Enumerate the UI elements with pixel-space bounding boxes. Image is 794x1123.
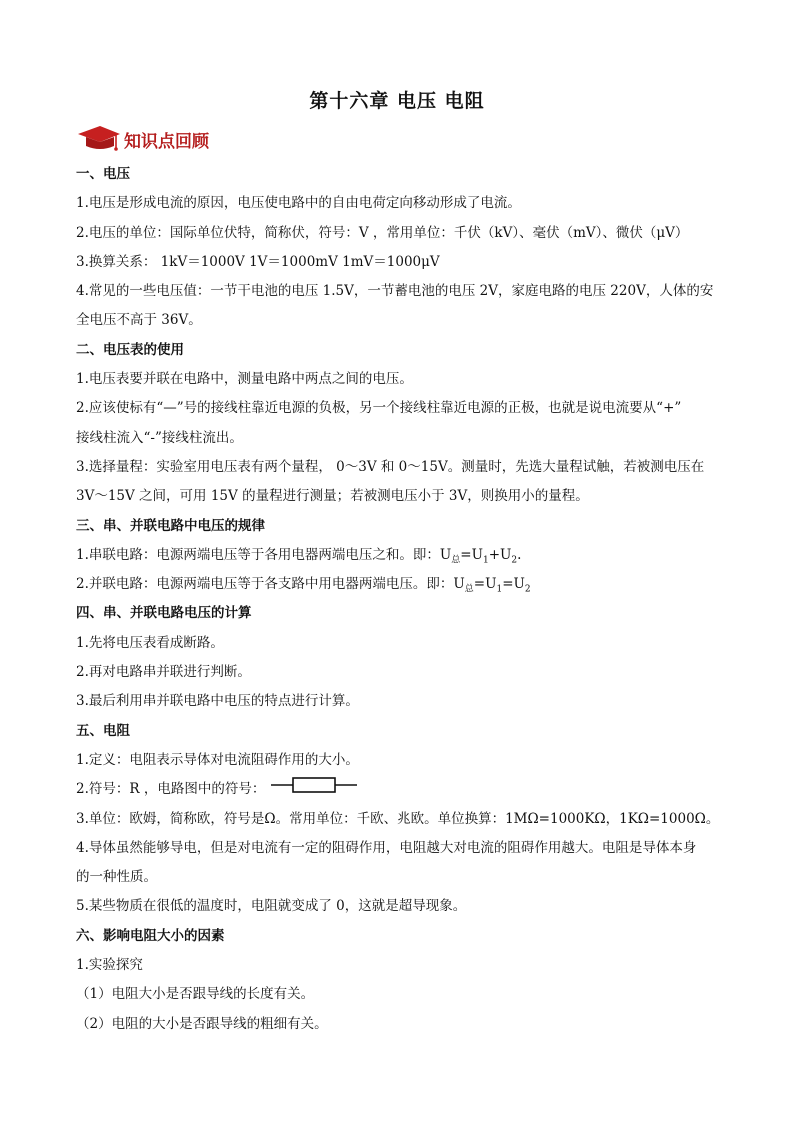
graduation-cap-icon bbox=[76, 124, 122, 154]
paragraph: 接线柱流入“-”接线柱流出。 bbox=[76, 429, 243, 446]
paragraph: 2.应该使标有“—”号的接线柱靠近电源的负极，另一个接线柱靠近电源的正极，也就是说电流要从“+” bbox=[76, 400, 682, 417]
paragraph: 4.常见的一些电压值：一节干电池的电压 1.5V，一节蓄电池的电压 2V，家庭电路的电压 220V，人体的安 bbox=[76, 283, 714, 300]
paragraph: 1.定义：电阻表示导体对电流阻碍作用的大小。 bbox=[76, 751, 359, 768]
paragraph: 1.电压是形成电流的原因，电压使电路中的自由电荷定向移动形成了电流。 bbox=[76, 195, 521, 212]
paragraph: 2.电压的单位：国际单位伏特，简称伏，符号：V ，常用单位：千伏（kV）、毫伏（mV）、微伏（μV） bbox=[76, 224, 689, 241]
section-heading-voltage: 一、电压 bbox=[76, 166, 130, 182]
resistor-symbol-line: 2.符号：R ，电路图中的符号： bbox=[76, 775, 726, 804]
section-heading-voltmeter: 二、电压表的使用 bbox=[76, 341, 184, 358]
parallel-formula-line: 2.并联电路：电源两端电压等于各支路中用电器两端电压。即：$U_总=U_1=U_2$ bbox=[76, 576, 531, 595]
paragraph: 3.最后利用串并联电路中电压的特点进行计算。 bbox=[76, 693, 359, 710]
paragraph: 1.先将电压表看成断路。 bbox=[76, 634, 224, 651]
paragraph: （2）电阻的大小是否跟导线的粗细有关。 bbox=[76, 1015, 328, 1032]
series-formula-line: 1.串联电路：电源两端电压等于各用电器两端电压之和。即：$U_总=U_1+U_2$. bbox=[76, 546, 522, 566]
paragraph: 全电压不高于 36V。 bbox=[76, 312, 202, 329]
paragraph: （1）电阻大小是否跟导线的长度有关。 bbox=[76, 986, 315, 1003]
paragraph: 3.换算关系： 1kV＝1000V 1V＝1000mV 1mV＝1000μV bbox=[76, 253, 440, 270]
resistor-symbol-icon bbox=[271, 775, 357, 795]
paragraph: 2.再对电路串并联进行判断。 bbox=[76, 664, 251, 681]
content-body bbox=[76, 160, 726, 1039]
paragraph: 5.某些物质在很低的温度时，电阻就变成了 0，这就是超导现象。 bbox=[76, 898, 467, 915]
page-title: 第十六章 电压 电阻 bbox=[309, 90, 485, 112]
paragraph: 3.单位：欧姆，简称欧，符号是Ω。常用单位：千欧、兆欧。单位换算：1MΩ=1000KΩ，1KΩ=1000Ω。 bbox=[76, 810, 720, 827]
section-heading-calculation: 四、串、并联电路电压的计算 bbox=[76, 605, 252, 622]
section-banner bbox=[76, 124, 209, 154]
section-heading-voltage-rules: 三、串、并联电路中电压的规律 bbox=[76, 517, 265, 534]
section-heading-resistance-factors: 六、影响电阻大小的因素 bbox=[76, 927, 225, 944]
paragraph: 4.导体虽然能够导电，但是对电流有一定的阻碍作用，电阻越大对电流的阻碍作用越大。电阻是导体本身 bbox=[76, 839, 697, 856]
paragraph: 3V～15V 之间，可用 15V 的量程进行测量；若被测电压小于 3V，则换用小的量程。 bbox=[76, 488, 589, 505]
paragraph: 1.电压表要并联在电路中，测量电路中两点之间的电压。 bbox=[76, 371, 413, 388]
paragraph: 3.选择量程：实验室用电压表有两个量程， 0～3V 和 0～15V。测量时，先选大量程试触，若被测电压在 bbox=[76, 458, 705, 475]
banner-label: 知识点回顾 bbox=[124, 131, 209, 152]
section-heading-resistance: 五、电阻 bbox=[76, 722, 130, 739]
paragraph: 1.实验探究 bbox=[76, 957, 143, 974]
paragraph: 的一种性质。 bbox=[76, 869, 157, 886]
